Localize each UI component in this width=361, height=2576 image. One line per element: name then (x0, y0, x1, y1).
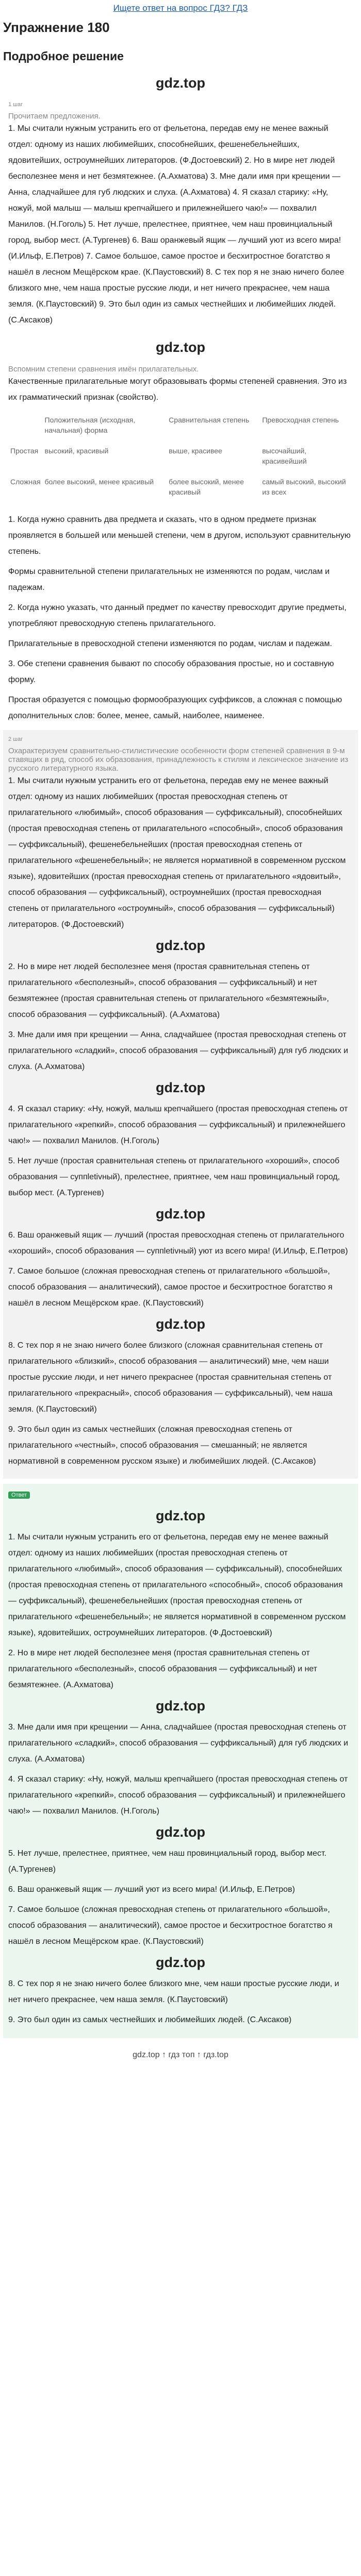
answer-item: 9. Это был один из самых честнейших и любимейших людей. (С.Аксаков) (8, 2015, 292, 2024)
question-text: Формы сравнительной степени прилагательных не изменяются по родам, числам и падежам. (8, 567, 330, 592)
search-link[interactable]: Ищете ответ на вопрос ГДЗ? ГДЗ (113, 3, 248, 13)
table-row (8, 471, 353, 502)
table-header (8, 410, 43, 440)
footer: gdz.top ↑ гдз топ ↑ гдз.top (133, 2050, 228, 2059)
watermark: gdz.top (156, 1824, 205, 1840)
analysis-item: 2. Но в мире нет людей бесполезнее меня (простая сравнительная степень от прилагательного «бесполезный», способ образования — суффиксальный) и нет безмятежнее (простая сравнительная степень от прилагательного «безмятежный», способ образования — суффиксальный). (А.Ахматова) (8, 962, 329, 1019)
step-label: 1 шаг (8, 101, 23, 108)
step-heading: Охарактеризуем сравнительно-стилистические особенности форм степеней сравнения в 9-м ставящих в ряд, способ их образования, принадлежность к стилям и лексическое значение из русского литературного языка. (8, 747, 349, 773)
watermark: gdz.top (156, 1508, 205, 1523)
step-text: 1. Мы считали нужным устранить его от фельетона, передав ему не менее важный отдел: одному из наших любимейших, способнейших, фешенебельнейших, ядовитейших, остроумнейших литераторов. (Ф.Достоевский) 2. Но в мире нет людей бесполезнее меня и нет безмятежнее. (А.Ахматова) 3. Мне дали имя при крещении — Анна, сладчайшее для губ людских и слуха. (А.Ахматова) 4. Я сказал старику: «Ну, ножуй, мой малыш — малыш крепчайшего и прилежнейшего чаю!» — похвалил Манилов. (Н.Гоголь) 5. Нет лучше, прелестнее, приятнее, чем наш провинциальный город, выбор мест. (А.Тургенев) 6. Ваш оранжевый ящик — лучший уют из всего мира! (И.Ильф, Е.Петров) 7. Самое большое, самое простое и бесхитростное богатство я нашёл в лесном Мещёрском крае. (К.Паустовский) 8. С тех пор я не знаю ничего более близкого мне, чем наша простые русские люди, и нет ничего прекраснее, чем наша земля. (К.Паустовский) 9. Это был один из самых честнейших и любимейших людей. (С.Аксаков) (8, 124, 344, 325)
watermark: gdz.top (156, 75, 205, 91)
analysis-item: 5. Нет лучше (простая сравнительная степень от прилагательного «хороший», способ образования — суппletivный), прелестнее, приятнее, чем наш провинциальный город, выбор мест. (А.Тургенев) (8, 1157, 340, 1197)
question-text: Прилагательные в превосходной степени изменяются по родам, числам и падежам. (8, 639, 332, 648)
page-title: Упражнение 180 (3, 20, 110, 35)
analysis-item: 1. Мы считали нужным устранить его от фельетона, передав ему не менее важный отдел: одному из наших любимейших (простая превосходная степень от прилагательного «любимый», способ образования — суффиксальный), способнейших (простая превосходная степень от прилагательного «способный», способ образования — суффиксальный), фешенебельнейших (простая превосходная степень от прилагательного «фешенебельный»; не является нормативной в современном русском языке), ядовитейших (простая превосходная степень от прилагательного «ядовитый», способ образования — суффиксальный), остроумнейших (простая превосходная степень от прилагательного «остроумный», способ образования — суффиксальный) литераторов. (Ф.Достоевский) (8, 776, 346, 929)
answer-badge: Ответ (8, 1492, 30, 1499)
table-header: Положительная (исходная, начальная) форма (44, 416, 136, 434)
table-cell: высочайший, красивейший (262, 447, 307, 465)
step-label: 2 шаг (8, 736, 23, 742)
table-section (3, 361, 358, 730)
analysis-item: 6. Ваш оранжевый ящик — лучший (простая превосходная степень от прилагательного «хороший», способ образования — суппletivный) уют из всего мира! (И.Ильф, Е.Петров) (8, 1231, 348, 1256)
table-cell: самый высокий, высокий из всех (262, 478, 346, 496)
analysis-item: 4. Я сказал старику: «Ну, ножуй, малыш крепчайшего (простая превосходная степень от прилагательного «крепкий», способ образования — суффиксальный) и прилежнейшего чаю!» — похвалил Манилов. (Н.Гоголь) (8, 1105, 348, 1145)
table-cell: более высокий, менее красивый (44, 478, 154, 486)
table-cell: высокий, красивый (44, 447, 109, 455)
table-cell: Простая (10, 447, 39, 455)
answer-item: 1. Мы считали нужным устранить его от фельетона, передав ему не менее важный отдел: одному из наших любимейших (простая превосходная степень от прилагательного «любимый», способ образования — суффиксальный), способнейших (простая превосходная степень от прилагательного «способный», способ образования — суффиксальный), фешенебельнейших (простая превосходная степень от прилагательного «фешенебельный»; не является нормативной в современном русском языке), ядовитейших, остроумнейших литераторов. (Ф.Достоевский) (8, 1533, 346, 1637)
answer-item: 5. Нет лучше, прелестнее, приятнее, чем наш провинциальный город, выбор мест. (А.Тургенев) (8, 1849, 326, 1874)
watermark: gdz.top (156, 340, 205, 355)
answer-item: 3. Мне дали имя при крещении — Анна, сладчайшее (простая превосходная степень от прилагательного «сладкий», способ образования — суффиксальный) для губ людских и слуха. (А.Ахматова) (8, 1723, 349, 1764)
answer-item: 8. С тех пор я не знаю ничего более близкого мне, чем наши простые русские люди, и нет ничего прекраснее, чем наша земля. (К.Паустовский) (8, 1979, 339, 2004)
table-header-row (8, 410, 353, 440)
answer-item: 4. Я сказал старику: «Ну, ножуй, малыш крепчайшего (простая превосходная степень от прилагательного «крепкий», способ образования — суффиксальный) и прилежнейшего чаю!» — похвалил Манилов. (Н.Гоголь) (8, 1775, 348, 1816)
step-1-section (3, 96, 358, 334)
table-intro: Качественные прилагательные могут образовывать формы степеней сравнения. Это из их грамматический признак (свойство). (8, 377, 347, 402)
step-2-section (3, 730, 358, 1479)
watermark: gdz.top (156, 938, 205, 953)
watermark: gdz.top (156, 1316, 205, 1332)
table-cell: Сложная (10, 478, 41, 486)
question-text: Простая образуется с помощью формообразующих суффиксов, а сложная с помощью дополнительных слов: более, менее, самый, наиболее, наименее. (8, 696, 342, 720)
answer-item: 7. Самое большое (сложная превосходная степень от прилагательного «большой», способ образования — аналитический), самое простое и бесхитростное богатство я нашёл в лесном Мещёрском крае. (К.Паустовский) (8, 1905, 333, 1946)
watermark: gdz.top (156, 1206, 205, 1222)
table-row (8, 440, 353, 471)
table-caption: Вспомним степени сравнения имён прилагательных. (8, 365, 199, 374)
table-header: Сравнительная степень (169, 416, 250, 424)
answer-section (3, 1484, 358, 2038)
question-text: 2. Когда нужно указать, что данный предмет по качеству превосходит другие предметы, употребляют превосходную степень прилагательного. (8, 603, 347, 628)
table-cell: выше, красивее (169, 447, 222, 455)
question-text: 1. Когда нужно сравнить два предмета и сказать, что в одном предмете признак проявляется в большей или меньшей степени, чем в другом, используют сравнительную степень. (8, 515, 351, 556)
step-heading: Прочитаем предложения. (8, 112, 101, 121)
analysis-item: 9. Это был один из самых честнейших (сложная превосходная степень от прилагательного «честный», способ образования — смешанный; не является нормативной в современном русском языке) и любимейших людей. (С.Аксаков) (8, 1425, 316, 1466)
analysis-item: 8. С тех пор я не знаю ничего более близкого (сложная сравнительная степень от прилагательного «близкий», способ образования — аналитический) мне, чем наши простые русские люди, и нет ничего прекраснее (простая сравнительная степень от прилагательного «прекрасный», способ образования — суффиксальный), чем наша земля. (К.Паустовский) (8, 1341, 333, 1414)
watermark: gdz.top (156, 1080, 205, 1095)
table-cell: более высокий, менее красивый (169, 478, 244, 496)
subtitle: Подробное решение (3, 49, 124, 63)
analysis-item: 3. Мне дали имя при крещении — Анна, сладчайшее (простая превосходная степень от прилагательного «сладкий», способ образования — суффиксальный) для губ людских и слуха. (А.Ахматова) (8, 1030, 349, 1071)
answer-item: 2. Но в мире нет людей бесполезнее меня (простая сравнительная степень от прилагательного «бесполезный», способ образования — суффиксальный) и нет безмятежнее. (А.Ахматова) (8, 1649, 318, 1689)
watermark: gdz.top (156, 1955, 205, 1970)
answer-item: 6. Ваш оранжевый ящик — лучший уют из всего мира! (И.Ильф, Е.Петров) (8, 1885, 295, 1894)
question-text: 3. Обе степени сравнения бывают по способу образования простые, но и составную форму. (8, 659, 334, 684)
table-header: Превосходная степень (262, 416, 339, 424)
watermark: gdz.top (156, 1698, 205, 1714)
analysis-item: 7. Самое большое (сложная превосходная степень от прилагательного «большой», способ образования — аналитический), самое простое и бесхитростное богатство я нашёл в лесном Мещёрском крае. (К.Паустовский) (8, 1267, 333, 1308)
comparison-table (8, 410, 353, 502)
